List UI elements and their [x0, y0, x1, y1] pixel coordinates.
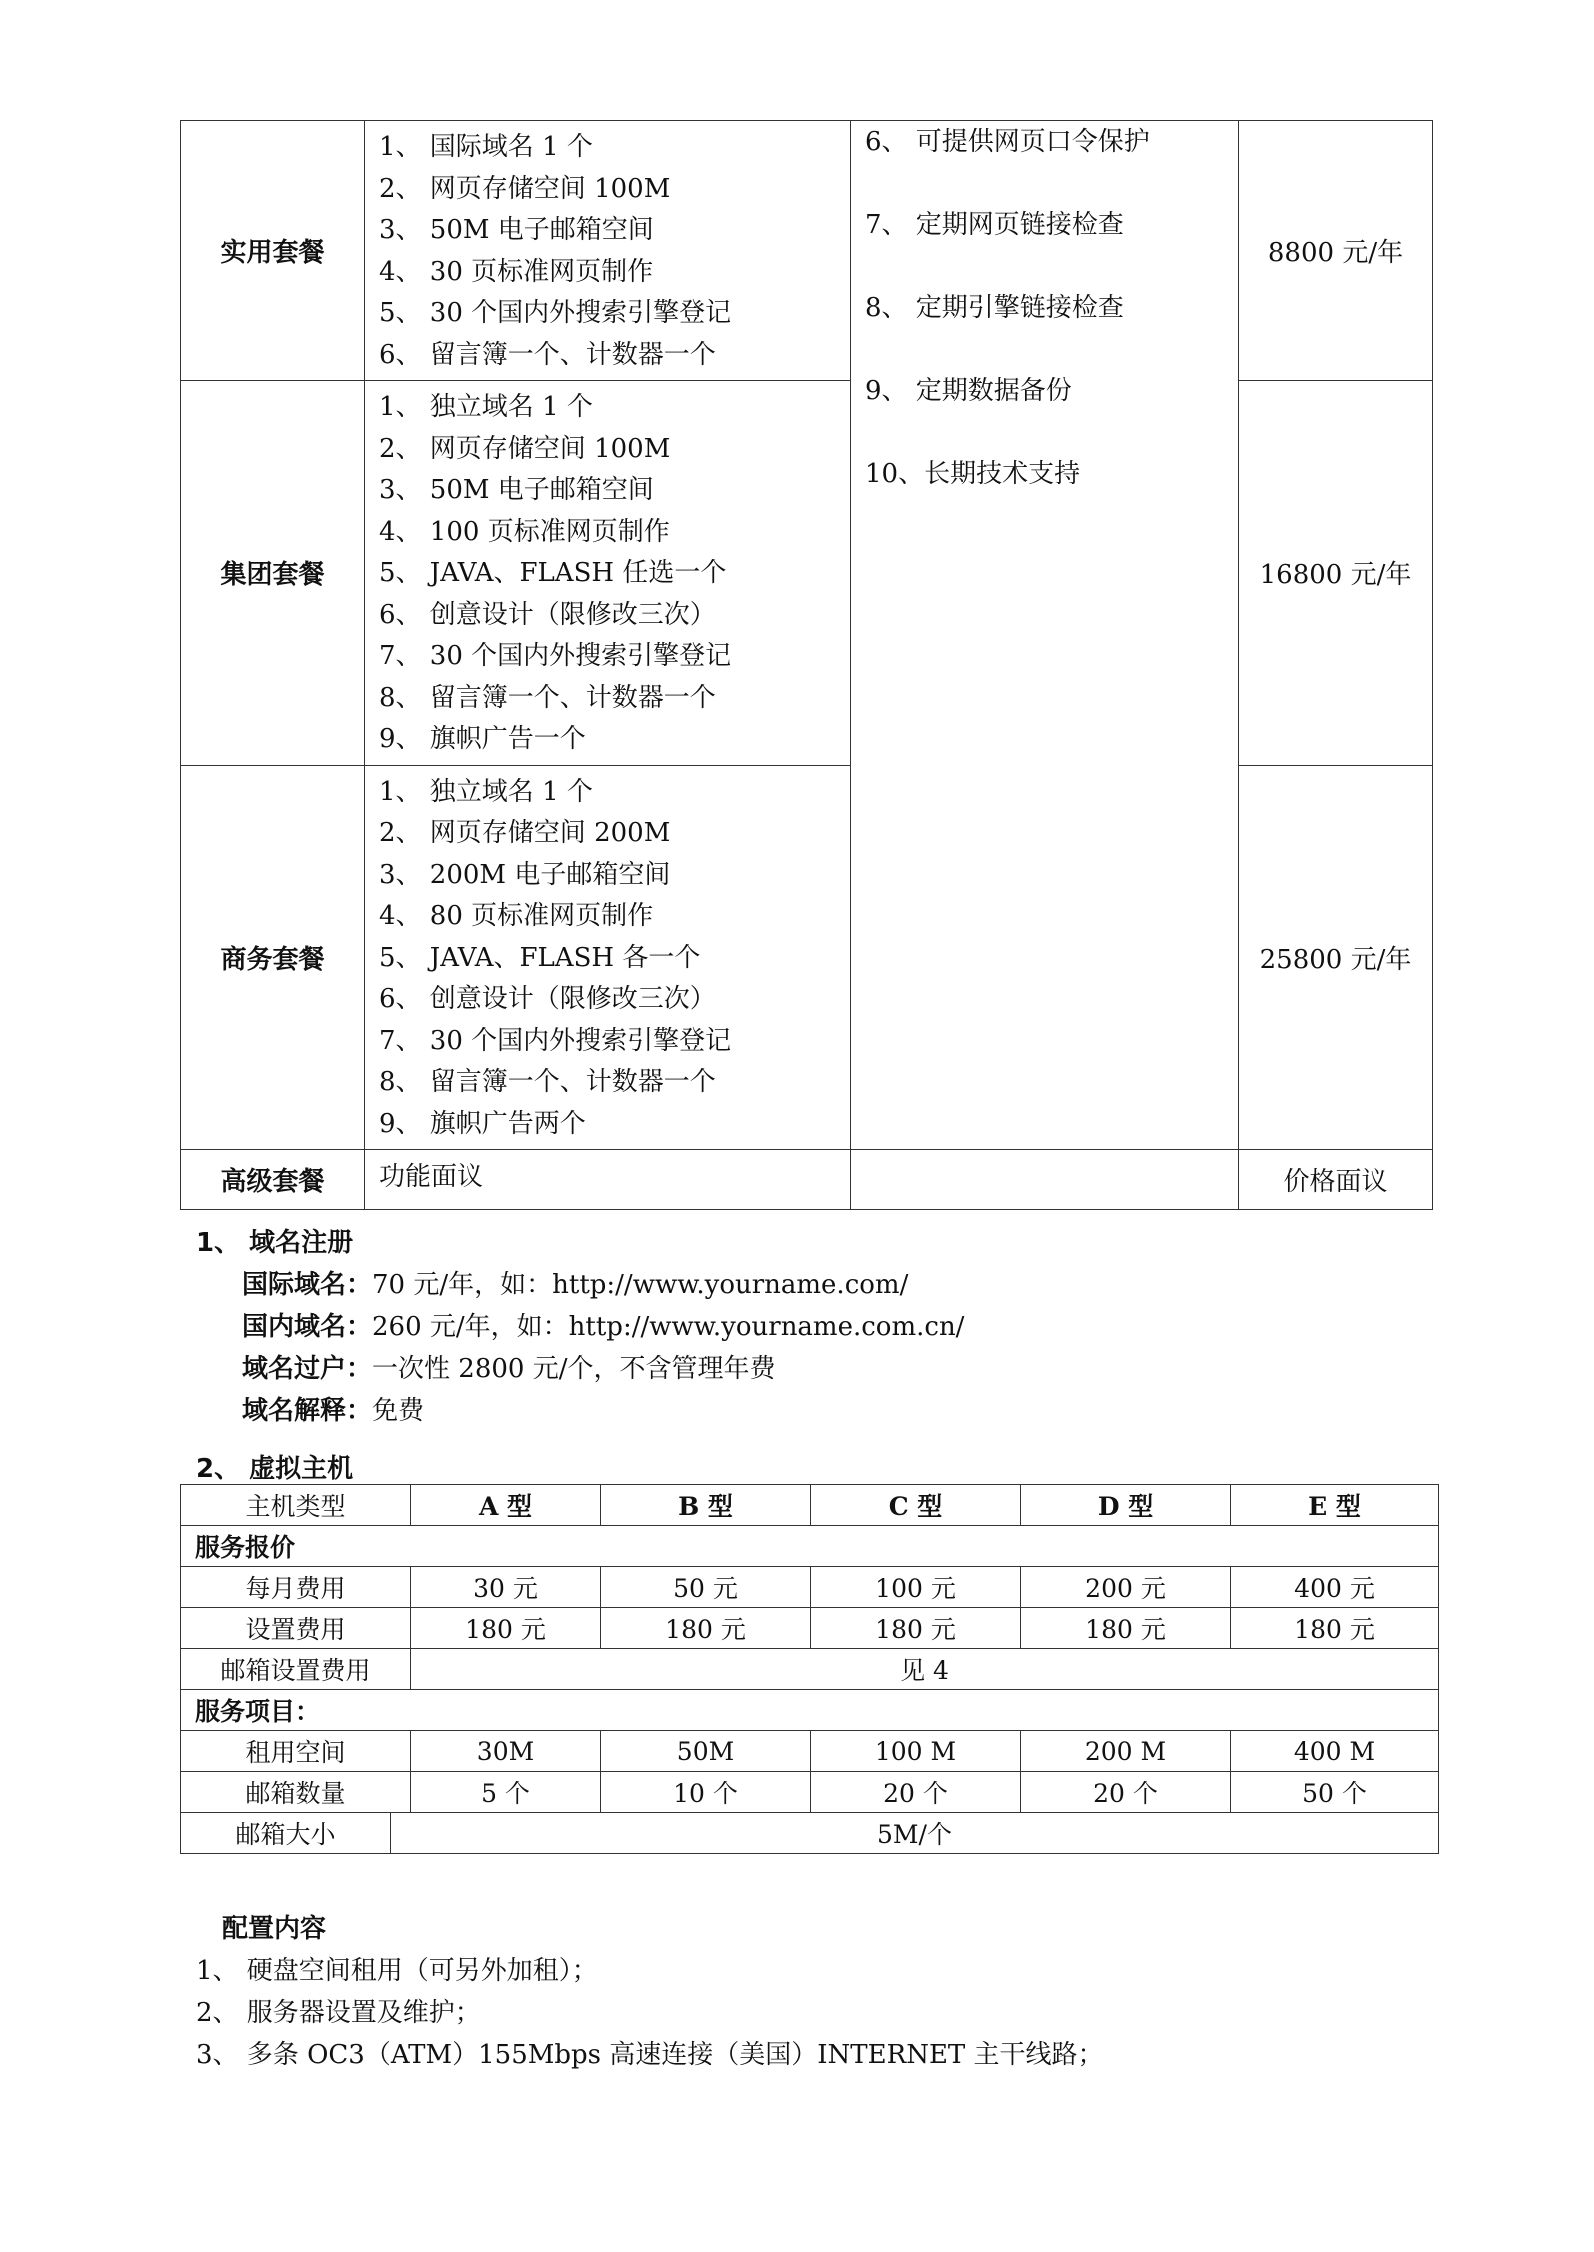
row-label: 设置费用	[181, 1608, 411, 1649]
table-cell: 50 个	[1231, 1772, 1439, 1813]
table-row	[181, 1608, 1439, 1649]
table-cell: 100 元	[811, 1567, 1021, 1608]
domain-label: 国际域名：	[242, 1270, 373, 1300]
list-item: 6、 创意设计（限修改三次）	[379, 599, 716, 630]
table-cell: 180 元	[601, 1608, 811, 1649]
table-cell: 180 元	[811, 1608, 1021, 1649]
package-row-group	[181, 381, 1433, 766]
table-cell: 200 M	[1021, 1731, 1231, 1772]
table-row	[181, 1813, 1439, 1854]
table-cell: 见 4	[411, 1649, 1439, 1690]
table-cell: 100 M	[811, 1731, 1021, 1772]
domain-section-title: 1、 域名注册	[196, 1228, 354, 1258]
table-cell: 400 M	[1231, 1731, 1439, 1772]
table-cell: 30 元	[411, 1567, 601, 1608]
list-item: 6、 创意设计（限修改三次）	[379, 984, 716, 1014]
type-header: C 型	[811, 1485, 1021, 1526]
package-items	[365, 381, 851, 766]
row-label: 邮箱设置费用	[181, 1649, 411, 1690]
table-cell: 400 元	[1231, 1567, 1439, 1608]
table-cell: 10 个	[601, 1772, 811, 1813]
domain-value: 260 元/年，如：http://www.yourname.com.cn/	[372, 1312, 965, 1342]
list-item: 3、 50M 电子邮箱空间	[379, 475, 654, 505]
domain-line	[242, 1390, 424, 1427]
list-item: 1、 国际域名 1 个	[379, 132, 593, 162]
package-price: 16800 元/年	[1239, 381, 1433, 766]
list-item: 10、长期技术支持	[865, 459, 1081, 489]
list-item: 9、 旗帜广告一个	[379, 724, 586, 754]
hosting-table	[180, 1484, 1439, 1854]
table-row	[181, 1649, 1439, 1690]
list-item: 7、 30 个国内外搜索引擎登记	[379, 641, 732, 671]
domain-label: 域名解释：	[242, 1396, 373, 1426]
package-name: 实用套餐	[181, 121, 365, 381]
list-item: 7、 30 个国内外搜索引擎登记	[379, 1025, 732, 1056]
table-cell: 5 个	[411, 1772, 601, 1813]
package-row-practical	[181, 121, 1433, 381]
config-line: 3、 多条 OC3（ATM）155Mbps 高速连接（美国）INTERNET 主干线路；	[196, 2040, 1104, 2070]
package-name: 商务套餐	[181, 765, 365, 1150]
table-row	[181, 1772, 1439, 1813]
domain-label: 国内域名：	[242, 1312, 373, 1342]
type-header: E 型	[1231, 1485, 1439, 1526]
package-row-business	[181, 765, 1433, 1150]
list-item: 6、 可提供网页口令保护	[865, 127, 1150, 157]
package-price: 25800 元/年	[1239, 765, 1433, 1150]
config-line: 1、 硬盘空间租用（可另外加租）；	[196, 1956, 598, 1986]
table-cell: 50M	[601, 1731, 811, 1772]
domain-label: 域名过户：	[242, 1354, 373, 1384]
table-cell: 180 元	[1231, 1608, 1439, 1649]
list-item: 7、 定期网页链接检查	[865, 210, 1124, 240]
table-row	[181, 1526, 1439, 1567]
list-item: 4、 100 页标准网页制作	[379, 516, 670, 547]
list-item: 4、 30 页标准网页制作	[379, 256, 654, 287]
list-item: 3、 50M 电子邮箱空间	[379, 215, 654, 245]
list-item: 5、 JAVA、FLASH 各一个	[379, 942, 701, 973]
list-item: 9、 定期数据备份	[865, 376, 1072, 406]
package-items	[365, 765, 851, 1150]
type-header: A 型	[411, 1485, 601, 1526]
header-label: 主机类型	[181, 1485, 411, 1526]
package-name: 集团套餐	[181, 381, 365, 766]
list-item: 2、 网页存储空间 100M	[379, 433, 671, 464]
domain-line	[242, 1306, 964, 1343]
package-desc: 功能面议	[365, 1150, 851, 1210]
row-label: 每月费用	[181, 1567, 411, 1608]
list-item: 9、 旗帜广告两个	[379, 1108, 586, 1139]
list-item: 1、 独立域名 1 个	[379, 392, 593, 422]
list-item: 8、 定期引擎链接检查	[865, 293, 1124, 323]
row-label: 租用空间	[181, 1731, 411, 1772]
row-label: 邮箱数量	[181, 1772, 411, 1813]
domain-line	[242, 1348, 775, 1385]
table-cell: 20 个	[1021, 1772, 1231, 1813]
domain-value: 一次性 2800 元/个，不含管理年费	[372, 1354, 776, 1384]
domain-line	[242, 1264, 908, 1301]
config-line: 2、 服务器设置及维护；	[196, 1998, 481, 2028]
package-row-advanced	[181, 1150, 1433, 1210]
table-cell: 180 元	[411, 1608, 601, 1649]
table-cell: 200 元	[1021, 1567, 1231, 1608]
hosting-section-title: 2、 虚拟主机	[196, 1454, 354, 1484]
package-table	[180, 120, 1433, 1210]
domain-value: 70 元/年，如：http://www.yourname.com/	[372, 1270, 909, 1300]
package-price: 价格面议	[1239, 1150, 1433, 1210]
list-item: 5、 30 个国内外搜索引擎登记	[379, 298, 732, 328]
table-row	[181, 1485, 1439, 1526]
type-header: D 型	[1021, 1485, 1231, 1526]
table-row	[181, 1567, 1439, 1608]
list-item: 2、 网页存储空间 100M	[379, 173, 671, 204]
list-item: 5、 JAVA、FLASH 任选一个	[379, 558, 727, 588]
group-heading: 服务报价	[181, 1526, 1439, 1567]
list-item: 4、 80 页标准网页制作	[379, 901, 654, 931]
table-row	[181, 1690, 1439, 1731]
domain-value: 免费	[372, 1396, 425, 1426]
list-item: 8、 留言簿一个、计数器一个	[379, 682, 716, 713]
type-header: B 型	[601, 1485, 811, 1526]
row-label: 邮箱大小	[181, 1813, 391, 1854]
table-cell: 180 元	[1021, 1608, 1231, 1649]
list-item: 6、 留言簿一个、计数器一个	[379, 339, 716, 370]
package-price: 8800 元/年	[1239, 121, 1433, 381]
empty-cell	[851, 1150, 1239, 1210]
table-cell: 30M	[411, 1731, 601, 1772]
package-name: 高级套餐	[181, 1150, 365, 1210]
list-item: 3、 200M 电子邮箱空间	[379, 859, 671, 890]
list-item: 1、 独立域名 1 个	[379, 776, 593, 807]
table-row	[181, 1731, 1439, 1772]
package-items	[365, 121, 851, 381]
table-cell: 50 元	[601, 1567, 811, 1608]
common-features	[851, 121, 1239, 1150]
list-item: 2、 网页存储空间 200M	[379, 818, 671, 848]
table-cell: 20 个	[811, 1772, 1021, 1813]
table-cell: 5M/个	[391, 1813, 1439, 1854]
config-section-title: 配置内容	[222, 1914, 327, 1944]
group-heading: 服务项目：	[181, 1690, 1439, 1731]
list-item: 8、 留言簿一个、计数器一个	[379, 1067, 716, 1097]
